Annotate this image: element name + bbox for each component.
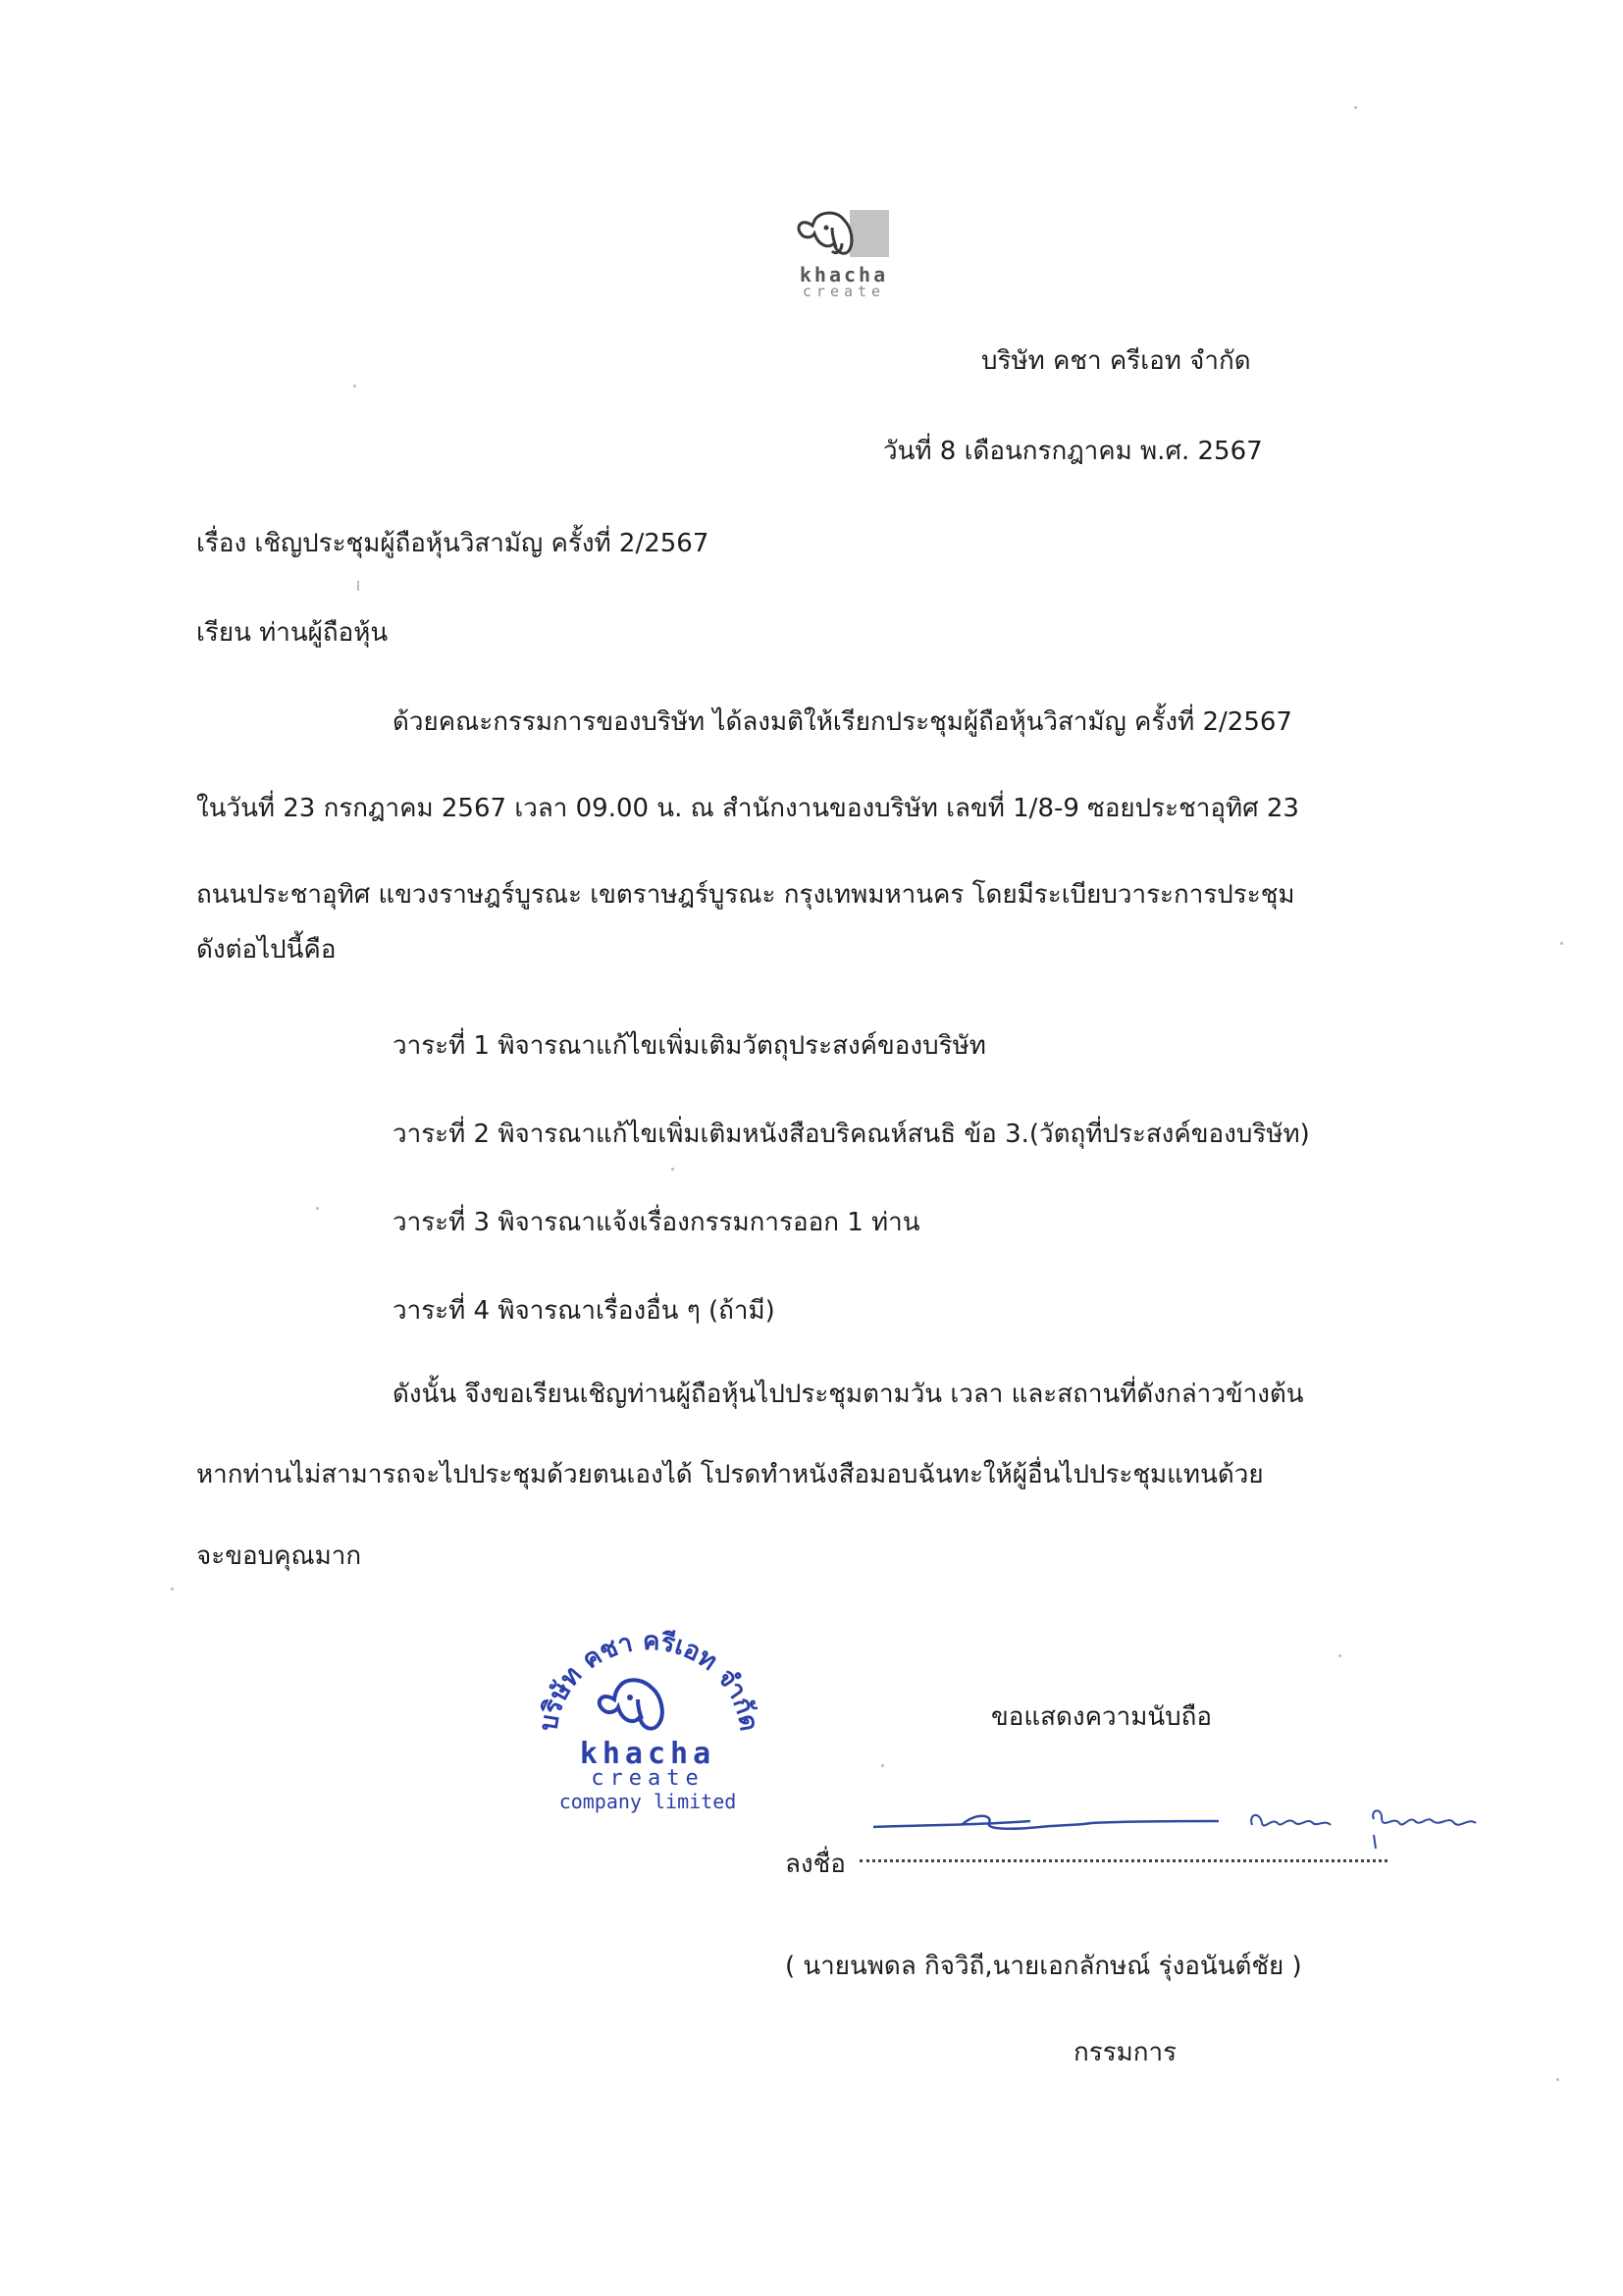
letter-addressee: เรียน ท่านผู้ถือหุ้น [196, 618, 389, 648]
signatory-names: ( นายนพดล กิจวิถี,นายเอกลักษณ์ รุ่งอนันต์ชัย ) [785, 1952, 1302, 1981]
signatory-position: กรรมการ [1073, 2038, 1178, 2067]
handwritten-signature-icon [864, 1786, 1531, 1864]
company-name: บริษัท คชา ครีเอท จำกัด [981, 346, 1251, 376]
agenda-item: วาระที่ 2 พิจารณาแก้ไขเพิ่มเติมหนังสือบริคณห์สนธิ ข้อ 3.(วัตถุที่ประสงค์ของบริษัท) [393, 1120, 1310, 1149]
paragraph-1-line-3: ถนนประชาอุทิศ แขวงราษฎร์บูรณะ เขตราษฎร์บูรณะ กรุงเทพมหานคร โดยมีระเบียบวาระการประชุม [196, 880, 1295, 910]
company-stamp [530, 1617, 765, 1823]
paragraph-1-line-4: ดังต่อไปนี้คือ [196, 935, 337, 965]
company-logo [793, 204, 895, 302]
scan-speck [353, 385, 356, 388]
agenda-item: วาระที่ 3 พิจารณาแจ้งเรื่องกรรมการออก 1 ท่าน [393, 1208, 920, 1237]
logo-subtitle: create [802, 283, 886, 300]
scan-speck [1560, 942, 1563, 945]
scan-speck [357, 581, 359, 591]
paragraph-2-line-1: ดังนั้น จึงขอเรียนเชิญท่านผู้ถือหุ้นไปประชุมตามวัน เวลา และสถานที่ดังกล่าวข้างต้น [393, 1380, 1304, 1409]
closing-regards: ขอแสดงความนับถือ [991, 1702, 1212, 1732]
stamp-company-limited: company limited [558, 1790, 737, 1813]
scan-speck [1338, 1654, 1341, 1657]
svg-text:บริษัท คชา ครีเอท จำกัด [534, 1627, 763, 1734]
elephant-logo-icon [793, 204, 895, 265]
letter-subject: เรื่อง เชิญประชุมผู้ถือหุ้นวิสามัญ ครั้งที่ 2/2567 [196, 529, 709, 558]
scan-speck [1354, 106, 1357, 109]
stamp-elephant-icon [530, 1617, 765, 1745]
scan-speck [316, 1207, 319, 1210]
sign-label: ลงชื่อ [785, 1850, 846, 1879]
paragraph-1-line-1: ด้วยคณะกรรมการของบริษัท ได้ลงมติให้เรียกประชุมผู้ถือหุ้นวิสามัญ ครั้งที่ 2/2567 [393, 707, 1292, 737]
letter-date: วันที่ 8 เดือนกรกฎาคม พ.ศ. 2567 [883, 437, 1263, 466]
scan-speck [171, 1588, 174, 1591]
stamp-arc-text: บริษัท คชา ครีเอท จำกัด [534, 1626, 763, 1734]
paragraph-1-line-2: ในวันที่ 23 กรกฎาคม 2567 เวลา 09.00 น. ณ สำนักงานของบริษัท เลขที่ 1/8-9 ซอยประชาอุทิศ 23 [196, 794, 1299, 823]
signature-line [860, 1859, 1387, 1862]
paragraph-2-line-3: จะขอบคุณมาก [196, 1541, 362, 1571]
scan-speck [1556, 2078, 1559, 2081]
agenda-item: วาระที่ 4 พิจารณาเรื่องอื่น ๆ (ถ้ามี) [393, 1296, 775, 1326]
stamp-subtitle: create [591, 1766, 705, 1791]
paragraph-2-line-2: หากท่านไม่สามารถจะไปประชุมด้วยตนเองได้ โปรดทำหนังสือมอบฉันทะให้ผู้อื่นไปประชุมแทนด้วย [196, 1460, 1264, 1489]
agenda-item: วาระที่ 1 พิจารณาแก้ไขเพิ่มเติมวัตถุประสงค์ของบริษัท [393, 1031, 986, 1061]
scan-speck [881, 1764, 884, 1767]
logo-wordmark: khacha [799, 263, 889, 287]
stamp-wordmark: khacha [579, 1737, 716, 1771]
scan-speck [671, 1168, 674, 1171]
